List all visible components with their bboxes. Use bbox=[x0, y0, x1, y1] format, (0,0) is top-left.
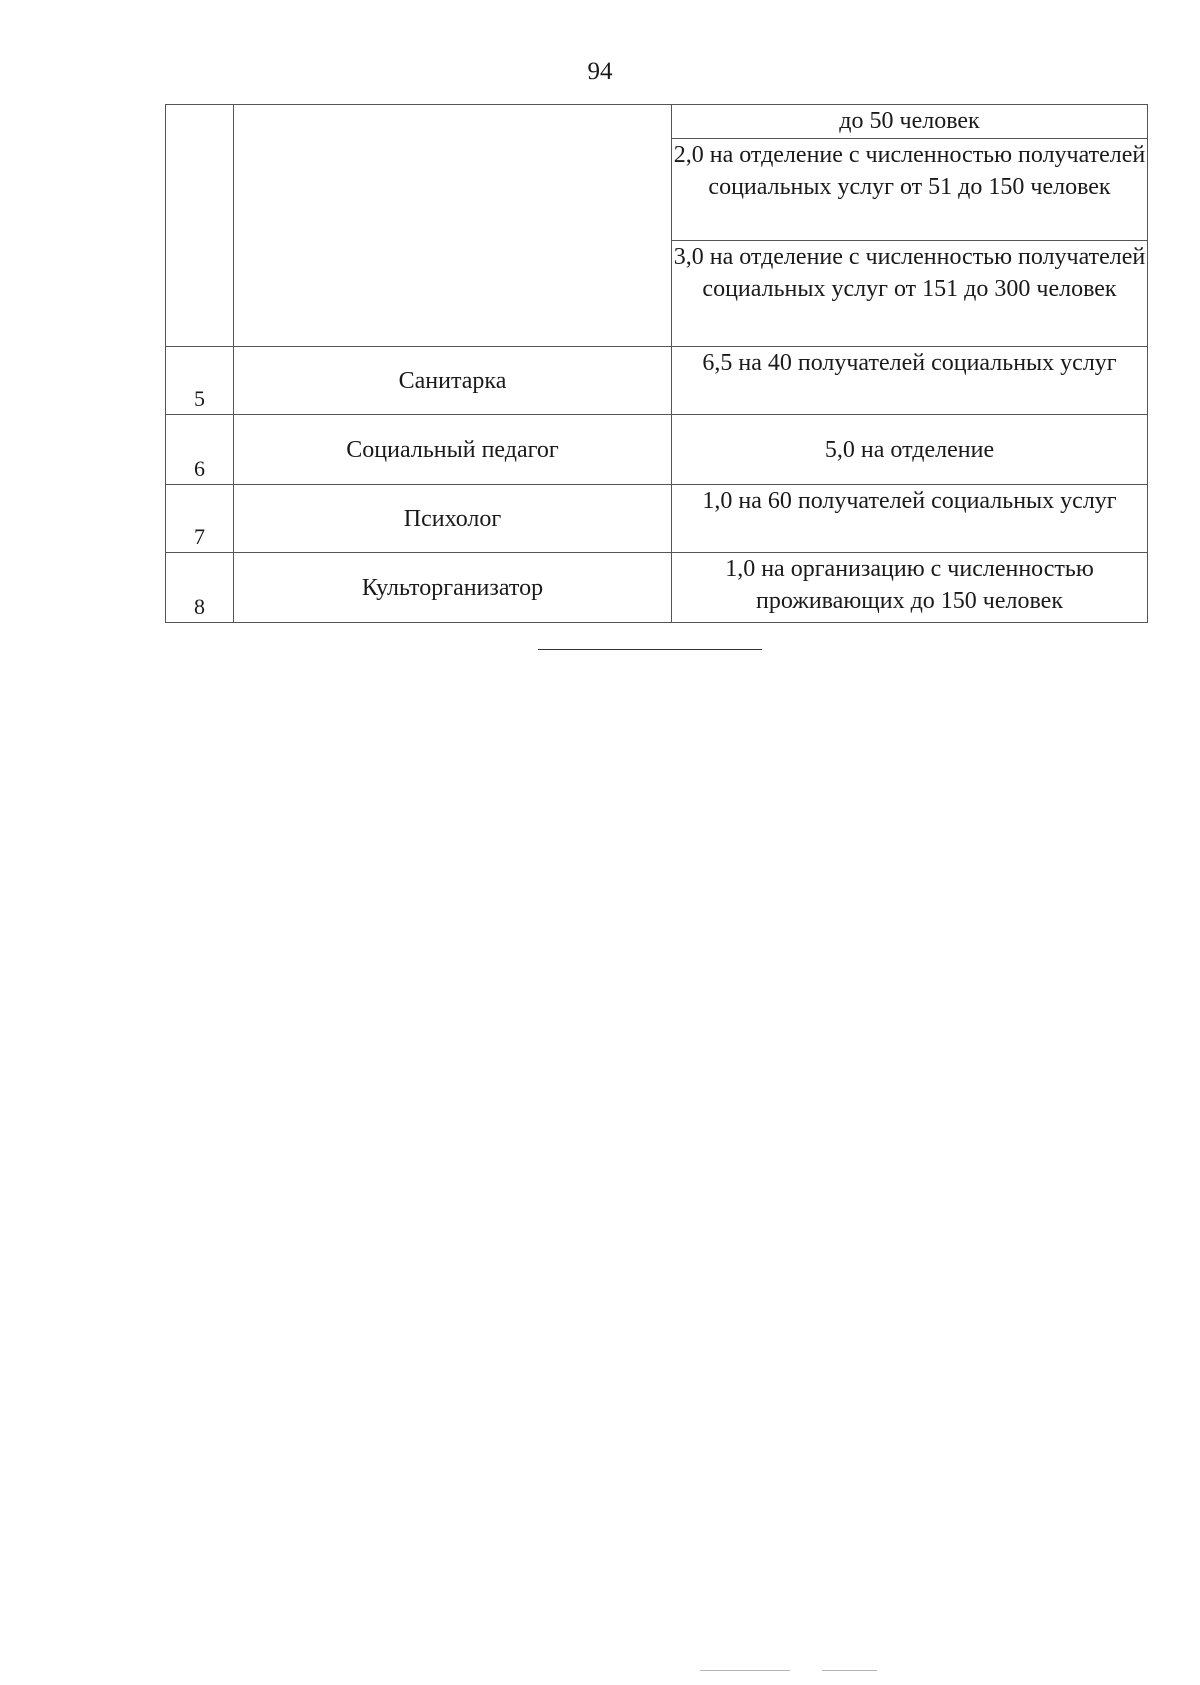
row-number-cell: 6 bbox=[166, 415, 234, 485]
end-of-table-rule bbox=[538, 649, 762, 650]
position-cell: Социальный педагог bbox=[234, 415, 672, 485]
row-number-cell bbox=[166, 105, 234, 347]
table-row bbox=[166, 347, 1148, 415]
position-cell bbox=[234, 105, 672, 347]
table-row bbox=[166, 485, 1148, 553]
scan-artifact-line bbox=[822, 1670, 877, 1671]
row-number-cell: 7 bbox=[166, 485, 234, 553]
position-cell: Санитарка bbox=[234, 347, 672, 415]
table-row bbox=[166, 553, 1148, 623]
row-number-cell: 5 bbox=[166, 347, 234, 415]
norm-cell: 1,0 на 60 получателей социальных услуг bbox=[672, 485, 1148, 553]
scan-artifact-line bbox=[700, 1670, 790, 1671]
table-row bbox=[166, 415, 1148, 485]
norm-cell: 2,0 на отделение с численностью получателей социальных услуг от 51 до 150 человек bbox=[672, 139, 1148, 241]
norm-cell: 1,0 на организацию с численностью проживающих до 150 человек bbox=[672, 553, 1148, 623]
table-row bbox=[166, 105, 1148, 139]
norm-cell: 6,5 на 40 получателей социальных услуг bbox=[672, 347, 1148, 415]
norm-cell: до 50 человек bbox=[672, 105, 1148, 139]
position-cell: Культорганизатор bbox=[234, 553, 672, 623]
norm-cell: 5,0 на отделение bbox=[672, 415, 1148, 485]
page-number: 94 bbox=[587, 58, 613, 85]
norm-cell: 3,0 на отделение с численностью получателей социальных услуг от 151 до 300 человек bbox=[672, 241, 1148, 347]
position-cell: Психолог bbox=[234, 485, 672, 553]
row-number-cell: 8 bbox=[166, 553, 234, 623]
staffing-norms-table bbox=[165, 104, 1148, 623]
